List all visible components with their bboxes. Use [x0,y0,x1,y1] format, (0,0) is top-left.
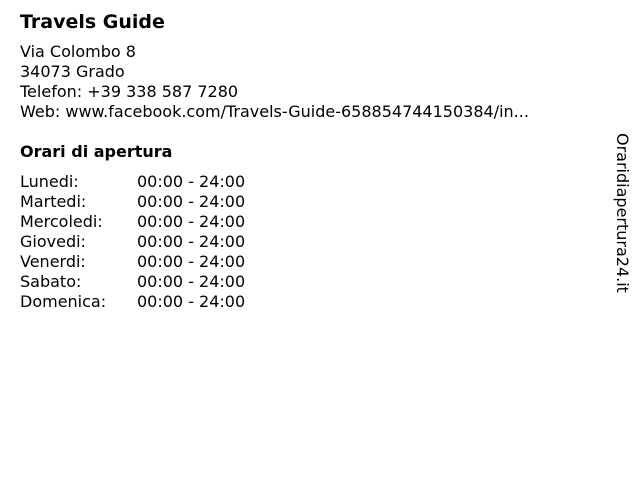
phone-number[interactable]: +39 338 587 7280 [87,82,239,101]
day-label: Mercoledi: [20,212,103,231]
day-label: Sabato: [20,272,82,291]
hours-row-tuesday [20,192,245,212]
time-range: 00:00 - 24:00 [137,212,246,231]
time-range: 00:00 - 24:00 [137,272,246,291]
hours-row-monday [20,172,245,192]
phone-line [20,82,600,102]
hours-row-sunday [20,292,245,312]
phone-label: Telefon: [20,82,83,101]
business-card [20,10,600,312]
time-range: 00:00 - 24:00 [137,192,246,211]
hours-row-saturday [20,272,245,292]
website-link[interactable]: www.facebook.com/Travels-Guide-658854744150384/in... [65,102,529,121]
contact-block [20,42,600,122]
street-address: Via Colombo 8 [20,42,136,61]
day-label: Domenica: [20,292,107,311]
site-brand-vertical[interactable]: Oraridiapertura24.it [613,133,632,293]
day-label: Martedi: [20,192,87,211]
hours-row-friday [20,252,245,272]
day-label: Venerdi: [20,252,86,271]
time-range: 00:00 - 24:00 [137,252,246,271]
day-label: Lunedi: [20,172,79,191]
day-label: Giovedi: [20,232,86,251]
business-name: Travels Guide [20,11,165,33]
time-range: 00:00 - 24:00 [137,232,246,251]
opening-hours-heading: Orari di apertura [20,142,173,161]
time-range: 00:00 - 24:00 [137,172,246,191]
time-range: 00:00 - 24:00 [137,292,246,311]
hours-row-thursday [20,232,245,252]
web-label: Web: [20,102,61,121]
web-line [20,102,600,122]
opening-hours-table [20,172,245,312]
city-line: 34073 Grado [20,62,125,81]
hours-row-wednesday [20,212,245,232]
